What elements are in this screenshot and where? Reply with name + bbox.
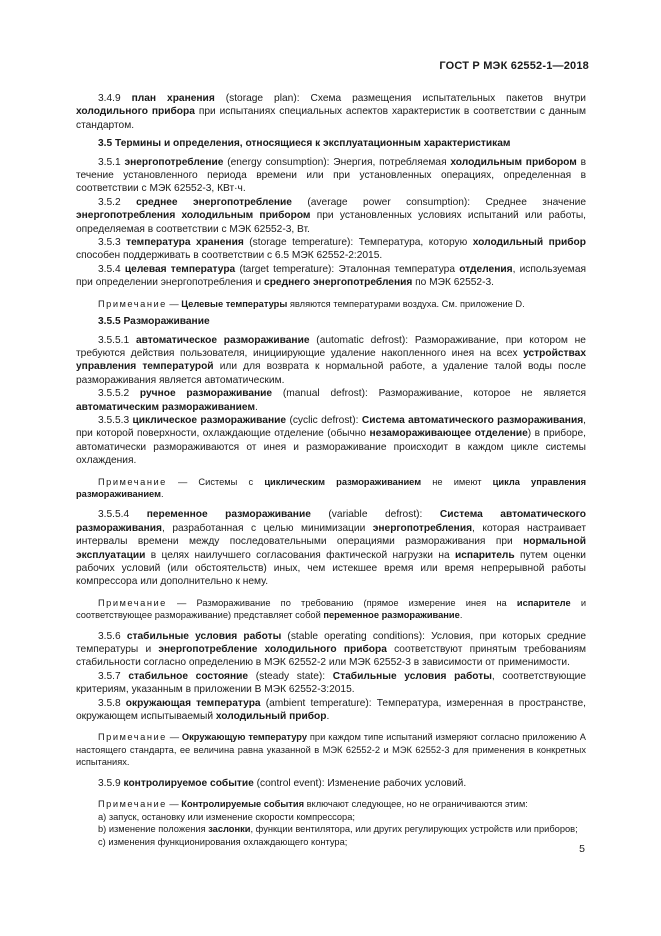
text: — — [166, 799, 182, 810]
section-heading-3-5: 3.5 Термины и определения, относящиеся к эксплуатационным характеристикам — [98, 138, 511, 150]
bold-term: незамораживающее отделение — [369, 428, 528, 440]
term: стабильное состояние — [128, 670, 249, 682]
note-label: Примечание — [98, 799, 167, 810]
document-body — [76, 92, 586, 848]
clause-3-5-1 — [76, 156, 586, 196]
text: (cyclic defrost): — [286, 414, 362, 426]
bold-term: автоматическим размораживанием — [76, 401, 255, 413]
text: Системы с — [198, 476, 265, 487]
text: — — [166, 732, 182, 743]
term: циклическое размораживание — [132, 414, 287, 426]
text: ) в приборе, автоматически размораживаются от инея и размораживание происходит в каждом цикле системы охлаждения. — [76, 428, 586, 467]
text: являются температурами воздуха. См. приложение D. — [287, 298, 525, 309]
term: план хранения — [131, 93, 215, 104]
clause-3-5-6 — [76, 630, 586, 670]
list-item-b — [76, 823, 586, 836]
text: , используемая при определении энергопотребления и — [76, 263, 586, 289]
text: (storage plan): Схема размещения испытательных пакетов внутри — [214, 93, 586, 104]
text: включают следующее, но не ограничиваются этим: — [304, 799, 528, 810]
clause-3-5-7 — [76, 670, 586, 697]
text: . — [326, 711, 330, 723]
text: — — [166, 476, 199, 487]
text: способен поддерживать в соответствии с 6.5 МЭК 62552-2:2015. — [76, 250, 383, 262]
note-label: Примечание — [98, 597, 167, 608]
text: , функции вентилятора, или других регулирующих устройств или приборов; — [250, 824, 578, 835]
text: в целях наилучшего согласования фактической нагрузки на — [145, 549, 455, 561]
text: . — [459, 610, 463, 621]
text: Размораживание по требованию (прямое измерение инея на — [196, 597, 517, 608]
note-variable-defrost — [76, 597, 586, 622]
bold-term: цикла управления размораживанием — [76, 476, 586, 499]
bold-term: холодильный прибор — [215, 711, 327, 723]
bold-term: устройствах управления температурой — [76, 347, 586, 373]
bold-term: отделения — [459, 263, 513, 275]
term: целевая температура — [124, 263, 236, 275]
note-label: Примечание — [98, 732, 167, 743]
bold-term: испаритель — [454, 549, 515, 561]
clause-3-5-4 — [76, 263, 586, 290]
bold-term: холодильный прибор — [472, 237, 586, 249]
note-ambient-temperature — [76, 731, 586, 768]
text: (stable operating conditions): Условия, при которых средние температуры и — [76, 630, 586, 656]
bold-term: энергопотребления — [372, 522, 473, 534]
bold-term: нормальной эксплуатации — [76, 536, 586, 561]
bold-term: Система автоматического размораживания — [361, 414, 584, 426]
text: (control event): Изменение рабочих условий. — [253, 777, 467, 789]
bold-term: Контролируемые события — [181, 799, 304, 810]
bold-term: переменное размораживание — [323, 610, 460, 621]
text: . — [160, 488, 164, 499]
clause-number: 3.5.9 — [98, 777, 124, 789]
text: (energy consumption): Энергия, потребляемая — [223, 156, 451, 168]
term: переменное размораживание — [146, 509, 311, 521]
term: энергопотребление — [124, 156, 224, 168]
section-heading-3-5-5: 3.5.5 Размораживание — [98, 316, 210, 328]
clause-number: 3.5.2 — [98, 196, 137, 208]
text: . — [255, 401, 258, 413]
text: (target temperature): Эталонная температура — [235, 263, 460, 275]
clause-3-5-8 — [76, 697, 586, 724]
term: автоматическое размораживание — [135, 334, 310, 346]
text: (ambient temperature): Температура, измеренная в пространстве, окружающем испытываемый — [76, 697, 586, 723]
text: путем оценки рабочих условий (или обстоятельств) иных, чем истекшее время или время непрерывной работы компрессора или дополнительно к нему. — [76, 549, 586, 588]
note-cyclic-defrost — [76, 476, 586, 501]
clause-3-4-9 — [76, 92, 586, 132]
clause-number: 3.5.5.3 — [98, 414, 133, 426]
text: не имеют — [421, 476, 493, 487]
text: (steady state): — [248, 670, 333, 682]
text: в течение установленного периода времени или при установленных операциях, определенная в соответствии с МЭК 62552-3, КВт·ч. — [76, 156, 586, 195]
term: стабильные условия работы — [126, 630, 282, 642]
clause-number: 3.5.3 — [98, 237, 127, 249]
text: (average power consumption): Среднее значение — [291, 196, 586, 208]
text: b) изменение положения — [98, 824, 209, 835]
text: , разработанная с целью минимизации — [161, 522, 373, 534]
bold-term: холодильного прибора — [76, 106, 195, 118]
text: (automatic defrost): Размораживание, при котором не требуются действия пользователя, инициирующие удаление накопленного инея на всех — [76, 334, 586, 359]
text: при каждом типе испытаний измеряют согласно приложению А настоящего стандарта, ее величина равна указанной в МЭК 62552-2 и МЭК 62552-3 для применения в конкретных испытаниях. — [76, 732, 587, 768]
bold-term: циклическим размораживанием — [264, 476, 422, 487]
text: при установленных условиях испытаний или работы, определяемая в соответствии с МЭК 62552-3, Вт. — [76, 210, 587, 235]
page-number: 5 — [579, 843, 585, 855]
text: соответствуют принятым требованиям стабильности согласно определению в МЭК 62552-2 или МЭК 62552-3 в зависимости от применимости. — [76, 644, 586, 669]
text: и соответствующее размораживание) представляет собой — [76, 597, 587, 621]
term: среднее энергопотребление — [136, 196, 292, 208]
bold-term: среднего энергопотребления — [264, 277, 413, 289]
text: или для возврата к нормальной работе, а удаление талой воды после размораживания является автоматическим. — [76, 361, 587, 386]
clause-3-5-5-3 — [76, 414, 586, 468]
note-target-temperature — [76, 298, 586, 310]
bold-term: холодильным прибором — [450, 156, 577, 168]
clause-number: 3.5.4 — [98, 263, 125, 275]
document-header: ГОСТ Р МЭК 62552-1—2018 — [439, 60, 589, 72]
bold-term: энергопотребления холодильным прибором — [76, 210, 311, 222]
bold-term: Целевые температуры — [181, 298, 288, 309]
bold-term: энергопотребление холодильного прибора — [158, 644, 387, 656]
text: при испытаниях специальных аспектов характеристик в соответствии с данным стандартом. — [76, 106, 586, 131]
bold-term: заслонки — [208, 824, 251, 835]
text: — — [166, 597, 197, 608]
clause-3-5-5-1 — [76, 334, 586, 388]
text: — — [166, 298, 182, 309]
clause-number: 3.5.5.4 — [98, 509, 147, 521]
note-label: Примечание — [98, 476, 167, 487]
clause-3-5-3 — [76, 236, 586, 263]
clause-3-5-2 — [76, 196, 586, 236]
term: ручное размораживание — [139, 388, 273, 400]
list-item-a: а) запуск, остановку или изменение скорости компрессора; — [98, 811, 355, 822]
clause-number: 3.5.7 — [98, 670, 129, 682]
note-control-event — [76, 798, 586, 810]
clause-number: 3.5.1 — [98, 156, 125, 168]
clause-3-5-5-4 — [76, 508, 586, 588]
text: , при которой поверхности, охлаждающие отделение (обычно — [76, 414, 586, 440]
text: (storage temperature): Температура, которую — [243, 237, 473, 249]
clause-number: 3.4.9 — [98, 93, 132, 104]
text: (variable defrost): — [310, 509, 440, 521]
text: (manual defrost): Размораживание, которое не является — [272, 388, 586, 400]
note-label: Примечание — [98, 298, 167, 309]
term: окружающая температура — [125, 697, 261, 709]
clause-number: 3.5.5.1 — [98, 334, 136, 346]
bold-term: испарителе — [516, 597, 571, 608]
text: по МЭК 62552-3. — [412, 277, 494, 289]
bold-term: Система автоматического размораживания — [76, 509, 586, 534]
term: температура хранения — [126, 237, 244, 249]
bold-term: Окружающую температуру — [181, 732, 307, 743]
clause-number: 3.5.6 — [98, 630, 127, 642]
clause-3-5-5-2 — [76, 387, 586, 414]
bold-term: Стабильные условия работы — [332, 670, 492, 682]
clause-number: 3.5.5.2 — [98, 388, 140, 400]
clause-number: 3.5.8 — [98, 697, 126, 709]
text: , которая настраивает интервалы времени между последовательными операциями размораживания при — [76, 522, 586, 548]
term: контролируемое событие — [123, 777, 254, 789]
clause-3-5-9 — [76, 777, 586, 790]
text: , соответствующие критериям, указанным в приложении В МЭК 62552-3:2015. — [76, 670, 586, 696]
list-item-c: с) изменения функционирования охлаждающего контура; — [98, 836, 348, 847]
